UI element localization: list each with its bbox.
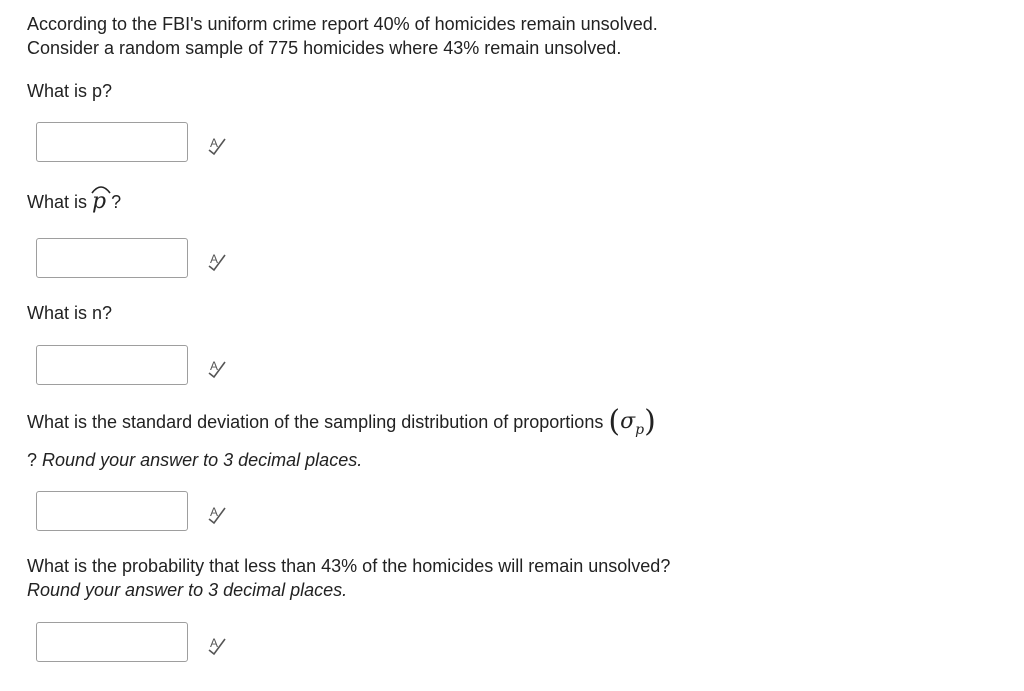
spell-check-icon[interactable] [206, 357, 230, 381]
p-hat-symbol: p [92, 190, 106, 214]
prob-answer-input[interactable] [36, 622, 188, 662]
svg-text:A: A [210, 136, 219, 150]
sd-answer-input[interactable] [36, 491, 188, 531]
question-mark: ? [27, 450, 38, 470]
question-prob-label: What is the probability that less than 43% of the homicides will remain unsolved? [27, 556, 671, 576]
hat-accent-icon [91, 184, 111, 194]
question-phat-suffix: ? [111, 192, 122, 212]
n-answer-input[interactable] [36, 345, 188, 385]
question-sd-instruction [27, 448, 362, 472]
intro-line-2: Consider a random sample of 775 homicides where 43% remain unsolved. [27, 38, 622, 58]
question-sd-text: What is the standard deviation of the sampling distribution of proportions [27, 412, 604, 432]
svg-text:A: A [210, 252, 219, 266]
svg-text:A: A [210, 636, 219, 650]
question-prob-instruction: Round your answer to 3 decimal places. [27, 580, 348, 600]
intro-line-1: According to the FBI's uniform crime report 40% of homicides remain unsolved. [27, 14, 658, 34]
rounding-instruction: Round your answer to 3 decimal places. [42, 450, 363, 470]
svg-text:A: A [210, 359, 219, 373]
question-phat-prefix: What is [27, 192, 88, 212]
sigma-phat-symbol: $(\sigma_p)$ [608, 404, 656, 439]
svg-text:A: A [210, 505, 219, 519]
spell-check-icon[interactable] [206, 250, 230, 274]
phat-answer-input[interactable] [36, 238, 188, 278]
spell-check-icon[interactable] [206, 634, 230, 658]
question-sd-label [27, 404, 656, 439]
problem-statement [27, 12, 658, 60]
spell-check-icon[interactable] [206, 134, 230, 158]
question-phat-label [27, 190, 121, 214]
p-answer-input[interactable] [36, 122, 188, 162]
spell-check-icon[interactable] [206, 503, 230, 527]
question-p-label: What is p? [27, 81, 113, 101]
question-n-label: What is n? [27, 303, 113, 323]
